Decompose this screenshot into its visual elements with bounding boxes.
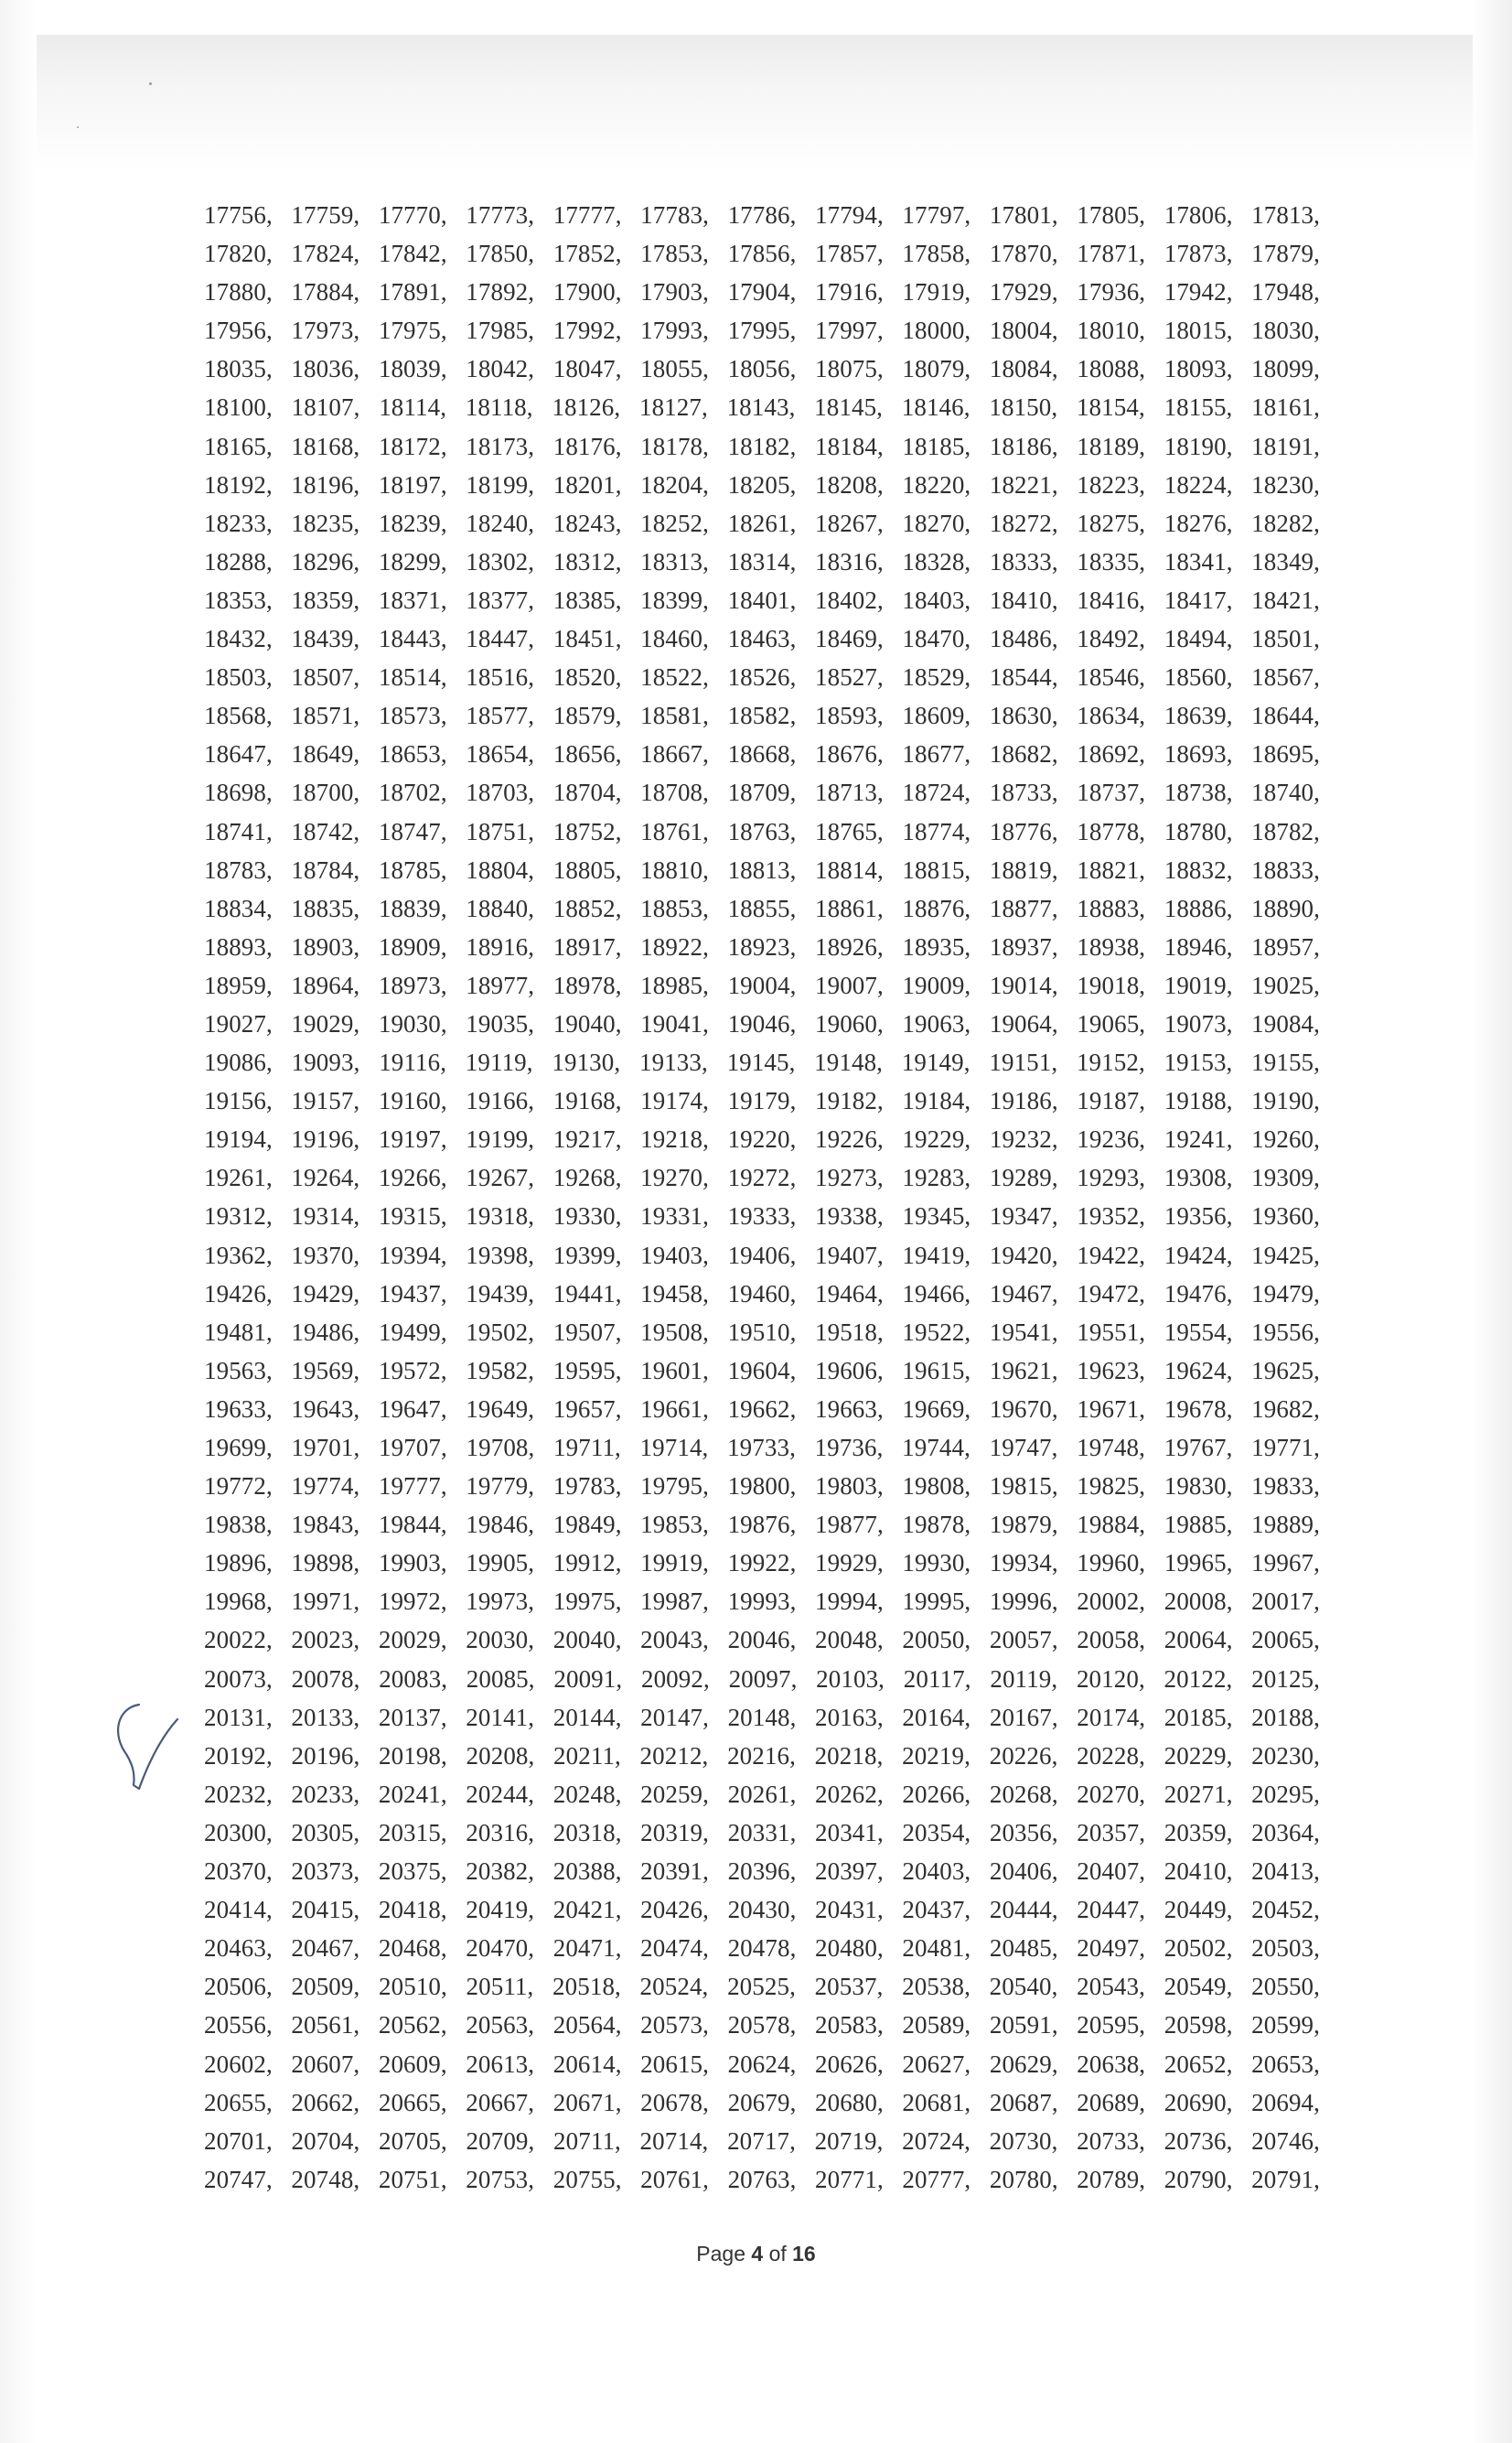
- scan-shadow-right: [1472, 0, 1512, 2443]
- number-line: 20300, 20305, 20315, 20316, 20318, 20319, 20331, 20341, 20354, 20356, 20357, 20359, 20364,: [204, 1818, 1320, 1846]
- number-line: 20232, 20233, 20241, 20244, 20248, 20259, 20261, 20262, 20266, 20268, 20270, 20271, 20295,: [204, 1780, 1320, 1808]
- number-line: 20192, 20196, 20198, 20208, 20211, 20212, 20216, 20218, 20219, 20226, 20228, 20229, 20230,: [204, 1741, 1320, 1770]
- number-line: 19156, 19157, 19160, 19166, 19168, 19174, 19179, 19182, 19184, 19186, 19187, 19188, 19190,: [204, 1087, 1320, 1115]
- current-page-number: 4: [751, 2242, 764, 2265]
- scan-shadow-left: [0, 0, 37, 2443]
- number-line: 19261, 19264, 19266, 19267, 19268, 19270, 19272, 19273, 19283, 19289, 19293, 19308, 19309,: [204, 1164, 1320, 1192]
- number-line: 18834, 18835, 18839, 18840, 18852, 18853, 18855, 18861, 18876, 18877, 18883, 18886, 18890,: [204, 894, 1320, 922]
- dust-speck: [77, 126, 79, 128]
- number-line: 20022, 20023, 20029, 20030, 20040, 20043, 20046, 20048, 20050, 20057, 20058, 20064, 20065,: [204, 1626, 1320, 1654]
- number-line: 18353, 18359, 18371, 18377, 18385, 18399, 18401, 18402, 18403, 18410, 18416, 18417, 18421,: [204, 586, 1320, 614]
- number-line: 19027, 19029, 19030, 19035, 19040, 19041, 19046, 19060, 19063, 19064, 19065, 19073, 19084,: [204, 1009, 1320, 1038]
- total-page-count: 16: [792, 2242, 816, 2265]
- number-line: 18035, 18036, 18039, 18042, 18047, 18055, 18056, 18075, 18079, 18084, 18088, 18093, 18099,: [204, 355, 1320, 383]
- number-line: 18192, 18196, 18197, 18199, 18201, 18204, 18205, 18208, 18220, 18221, 18223, 18224, 18230,: [204, 470, 1320, 499]
- number-line: 19362, 19370, 19394, 19398, 19399, 19403, 19406, 19407, 19419, 19420, 19422, 19424, 19425,: [204, 1241, 1320, 1269]
- footer-prefix: Page: [696, 2242, 745, 2265]
- number-line: 18288, 18296, 18299, 18302, 18312, 18313, 18314, 18316, 18328, 18333, 18335, 18341, 18349,: [204, 547, 1320, 576]
- number-line: 18783, 18784, 18785, 18804, 18805, 18810, 18813, 18814, 18815, 18819, 18821, 18832, 18833,: [204, 856, 1320, 884]
- number-line: 18503, 18507, 18514, 18516, 18520, 18522, 18526, 18527, 18529, 18544, 18546, 18560, 18567,: [204, 663, 1320, 692]
- page-footer: [0, 2242, 1512, 2266]
- number-line: 19194, 19196, 19197, 19199, 19217, 19218, 19220, 19226, 19229, 19232, 19236, 19241, 19260,: [204, 1125, 1320, 1154]
- number-line: 17956, 17973, 17975, 17985, 17992, 17993, 17995, 17997, 18000, 18004, 18010, 18015, 18030,: [204, 317, 1320, 345]
- number-line: 18233, 18235, 18239, 18240, 18243, 18252, 18261, 18267, 18270, 18272, 18275, 18276, 18282,: [204, 509, 1320, 537]
- number-line: 19086, 19093, 19116, 19119, 19130, 19133, 19145, 19148, 19149, 19151, 19152, 19153, 19155,: [204, 1049, 1320, 1077]
- number-line: 18647, 18649, 18653, 18654, 18656, 18667, 18668, 18676, 18677, 18682, 18692, 18693, 18695,: [204, 740, 1320, 769]
- number-line: 18165, 18168, 18172, 18173, 18176, 18178, 18182, 18184, 18185, 18186, 18189, 18190, 18191,: [204, 432, 1320, 460]
- number-line: 20131, 20133, 20137, 20141, 20144, 20147, 20148, 20163, 20164, 20167, 20174, 20185, 20188,: [204, 1703, 1320, 1731]
- number-line: 20602, 20607, 20609, 20613, 20614, 20615, 20624, 20626, 20627, 20629, 20638, 20652, 20653,: [204, 2050, 1320, 2078]
- number-line: 20701, 20704, 20705, 20709, 20711, 20714, 20717, 20719, 20724, 20730, 20733, 20736, 20746,: [204, 2126, 1320, 2155]
- number-line: 20655, 20662, 20665, 20667, 20671, 20678, 20679, 20680, 20681, 20687, 20689, 20690, 20694,: [204, 2088, 1320, 2116]
- number-line: 17756, 17759, 17770, 17773, 17777, 17783, 17786, 17794, 17797, 17801, 17805, 17806, 17813,: [204, 201, 1320, 229]
- number-line: 18959, 18964, 18973, 18977, 18978, 18985, 19004, 19007, 19009, 19014, 19018, 19019, 19025,: [204, 971, 1320, 999]
- number-line: 17880, 17884, 17891, 17892, 17900, 17903, 17904, 17916, 17919, 17929, 17936, 17942, 17948,: [204, 278, 1320, 307]
- number-line: 19968, 19971, 19972, 19973, 19975, 19987, 19993, 19994, 19995, 19996, 20002, 20008, 20017,: [204, 1587, 1320, 1616]
- number-line: 19481, 19486, 19499, 19502, 19507, 19508, 19510, 19518, 19522, 19541, 19551, 19554, 19556,: [204, 1318, 1320, 1346]
- handwritten-mark: [99, 1697, 181, 1798]
- number-line: 19426, 19429, 19437, 19439, 19441, 19458, 19460, 19464, 19466, 19467, 19472, 19476, 19479,: [204, 1279, 1320, 1308]
- number-line: 20747, 20748, 20751, 20753, 20755, 20761, 20763, 20771, 20777, 20780, 20789, 20790, 20791,: [204, 2165, 1320, 2193]
- number-line: 17820, 17824, 17842, 17850, 17852, 17853, 17856, 17857, 17858, 17870, 17871, 17873, 17879,: [204, 240, 1320, 268]
- number-line: 19312, 19314, 19315, 19318, 19330, 19331, 19333, 19338, 19345, 19347, 19352, 19356, 19360,: [204, 1202, 1320, 1231]
- number-line: 20414, 20415, 20418, 20419, 20421, 20426, 20430, 20431, 20437, 20444, 20447, 20449, 20452,: [204, 1896, 1320, 1924]
- number-line: 18698, 18700, 18702, 18703, 18704, 18708, 18709, 18713, 18724, 18733, 18737, 18738, 18740,: [204, 779, 1320, 807]
- number-line: 18568, 18571, 18573, 18577, 18579, 18581, 18582, 18593, 18609, 18630, 18634, 18639, 18644,: [204, 702, 1320, 730]
- number-line: 19772, 19774, 19777, 19779, 19783, 19795, 19800, 19803, 19808, 19815, 19825, 19830, 19833,: [204, 1472, 1320, 1501]
- number-line: 20556, 20561, 20562, 20563, 20564, 20573, 20578, 20583, 20589, 20591, 20595, 20598, 20599,: [204, 2011, 1320, 2039]
- number-line: 20463, 20467, 20468, 20470, 20471, 20474, 20478, 20480, 20481, 20485, 20497, 20502, 20503,: [204, 1934, 1320, 1963]
- number-line: 19838, 19843, 19844, 19846, 19849, 19853, 19876, 19877, 19878, 19879, 19884, 19885, 19889,: [204, 1511, 1320, 1539]
- number-line: 20370, 20373, 20375, 20382, 20388, 20391, 20396, 20397, 20403, 20406, 20407, 20410, 20413,: [204, 1857, 1320, 1886]
- dust-speck: [149, 82, 152, 85]
- scan-shadow-top: [37, 35, 1473, 172]
- number-line: 18893, 18903, 18909, 18916, 18917, 18922, 18923, 18926, 18935, 18937, 18938, 18946, 18957,: [204, 932, 1320, 961]
- number-list: [204, 196, 1320, 2199]
- number-line: 18741, 18742, 18747, 18751, 18752, 18761, 18763, 18765, 18774, 18776, 18778, 18780, 18782,: [204, 817, 1320, 845]
- number-line: 18432, 18439, 18443, 18447, 18451, 18460, 18463, 18469, 18470, 18486, 18492, 18494, 18501,: [204, 625, 1320, 653]
- footer-separator: of: [768, 2242, 787, 2265]
- number-line: 19896, 19898, 19903, 19905, 19912, 19919, 19922, 19929, 19930, 19934, 19960, 19965, 19967,: [204, 1549, 1320, 1577]
- number-line: 18100, 18107, 18114, 18118, 18126, 18127, 18143, 18145, 18146, 18150, 18154, 18155, 18161,: [204, 393, 1320, 422]
- number-line: 19633, 19643, 19647, 19649, 19657, 19661, 19662, 19663, 19669, 19670, 19671, 19678, 19682,: [204, 1394, 1320, 1423]
- number-line: 19563, 19569, 19572, 19582, 19595, 19601, 19604, 19606, 19615, 19621, 19623, 19624, 19625,: [204, 1356, 1320, 1384]
- number-line: 20506, 20509, 20510, 20511, 20518, 20524, 20525, 20537, 20538, 20540, 20543, 20549, 20550,: [204, 1973, 1320, 2001]
- number-line: 20073, 20078, 20083, 20085, 20091, 20092, 20097, 20103, 20117, 20119, 20120, 20122, 20125,: [204, 1664, 1320, 1693]
- number-line: 19699, 19701, 19707, 19708, 19711, 19714, 19733, 19736, 19744, 19747, 19748, 19767, 19771,: [204, 1434, 1320, 1461]
